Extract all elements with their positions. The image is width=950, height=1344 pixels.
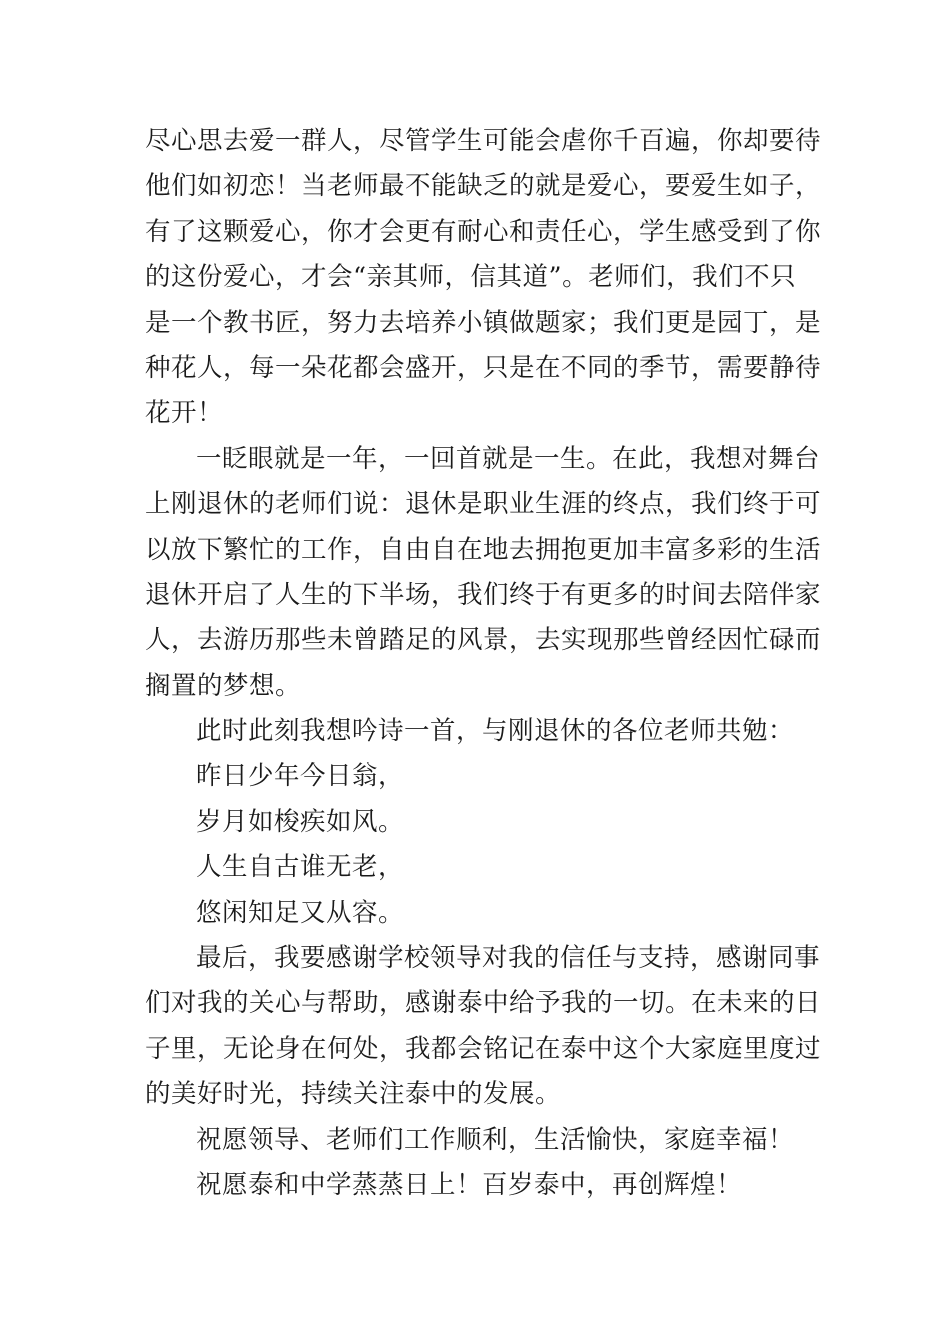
document-body (145, 119, 822, 1208)
text-line: 是一个教书匠，努力去培养小镇做题家；我们更是园丁，是 (145, 307, 822, 338)
text-line: 最后，我要感谢学校领导对我的信任与支持，感谢同事 (196, 943, 821, 974)
text-line: 一眨眼就是一年，一回首就是一生。在此，我想对舞台 (196, 443, 821, 474)
poem-line: 人生自古谁无老， (196, 852, 405, 883)
text-line: 此时此刻我想吟诗一首，与刚退休的各位老师共勉： (196, 716, 795, 747)
poem-line: 岁月如梭疾如风。 (196, 806, 405, 837)
text-line: 他们如初恋！当老师最不能缺乏的就是爱心，要爱生如子， (145, 171, 822, 202)
poem-line: 悠闲知足又从容。 (196, 897, 405, 928)
text-line: 祝愿泰和中学蒸蒸日上！百岁泰中，再创辉煌！ (196, 1169, 743, 1200)
text-line: 人，去游历那些未曾踏足的风景，去实现那些曾经因忙碌而 (145, 625, 822, 656)
text-line: 以放下繁忙的工作，自由自在地去拥抱更加丰富多彩的生活 (145, 534, 822, 565)
text-line: 的这份爱心，才会“亲其师，信其道”。老师们，我们不只 (145, 262, 797, 293)
text-line: 上刚退休的老师们说：退休是职业生涯的终点，我们终于可 (145, 489, 822, 520)
poem-line: 昨日少年今日翁， (196, 761, 405, 792)
text-line: 子里，无论身在何处，我都会铭记在泰中这个大家庭里度过 (145, 1033, 822, 1064)
text-line: 花开！ (145, 398, 224, 429)
text-line: 祝愿领导、老师们工作顺利，生活愉快，家庭幸福！ (196, 1124, 795, 1155)
text-line: 种花人，每一朵花都会盛开，只是在不同的季节，需要静待 (145, 352, 822, 383)
text-line: 有了这颗爱心，你才会更有耐心和责任心，学生感受到了你 (145, 216, 822, 247)
text-line: 尽心思去爱一群人，尽管学生可能会虐你千百遍，你却要待 (145, 126, 822, 156)
text-line: 搁置的梦想。 (145, 670, 302, 701)
text-line: 的美好时光，持续关注泰中的发展。 (145, 1079, 562, 1110)
text-line: 退休开启了人生的下半场，我们终于有更多的时间去陪伴家 (145, 579, 822, 610)
text-line: 们对我的关心与帮助，感谢泰中给予我的一切。在未来的日 (145, 988, 822, 1019)
